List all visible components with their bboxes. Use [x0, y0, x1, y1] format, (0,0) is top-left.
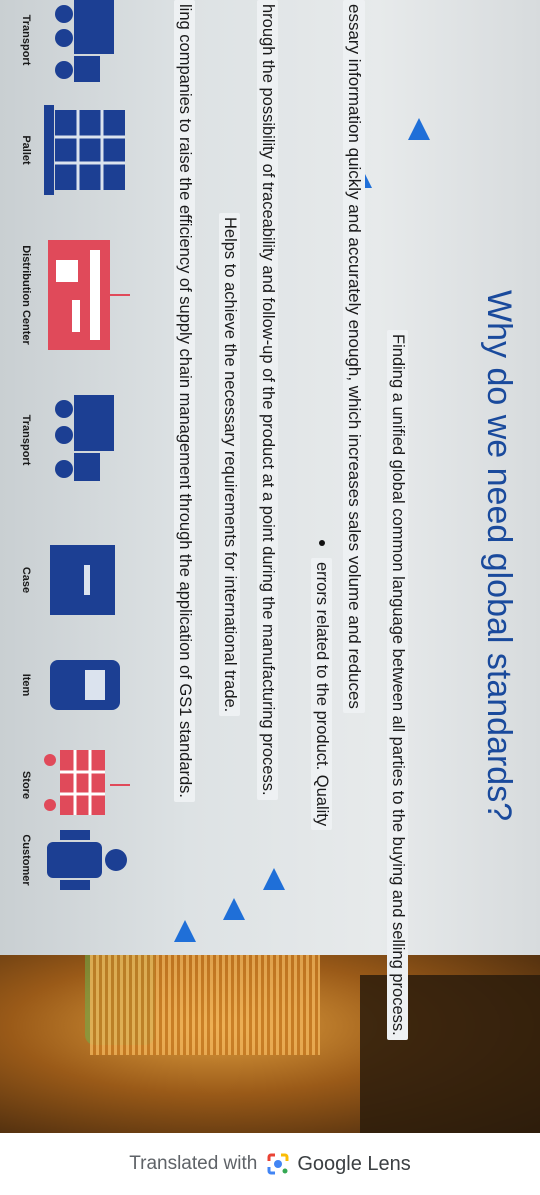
supply-chain-row — [0, 0, 140, 1133]
google-lens-icon[interactable] — [265, 1151, 291, 1177]
bullet-text: errors related to the product. Quality — [311, 558, 332, 830]
bullet-text: ling companies to raise the efficiency of supply chain management through the application of GS1 standards. — [174, 0, 195, 802]
bullet-dot-icon — [319, 540, 325, 546]
truck-icon — [40, 395, 130, 485]
chain-label: Transport — [20, 414, 32, 466]
bullet-text: Finding a unified global common language between all parties to the buying and selling process. — [387, 330, 408, 1040]
bullet-text: Helps to achieve the necessary requirements for international trade. — [219, 213, 240, 716]
customer-icon — [40, 820, 130, 900]
footer-brand[interactable]: Google Lens — [297, 1152, 411, 1175]
bullet-text: essary information quickly and accurately enough, which increases sales volume and reduces — [343, 0, 365, 713]
bullet-arrow-icon — [223, 898, 245, 920]
chain-label: Pallet — [20, 135, 32, 165]
product-icon — [40, 650, 130, 720]
chain-label: Store — [20, 770, 32, 800]
chain-label: Customer — [20, 834, 32, 886]
pallet-icon — [40, 105, 130, 195]
translation-footer — [0, 1133, 540, 1195]
chain-label: Item — [20, 673, 32, 697]
bullet-arrow-icon — [174, 920, 196, 942]
chain-label: Distribution Center — [20, 245, 32, 345]
chain-label: Transport — [20, 14, 32, 66]
bullet-arrow-icon — [263, 868, 285, 890]
bullet-arrow-icon — [408, 118, 430, 140]
footer-prefix: Translated with — [129, 1153, 258, 1174]
warehouse-icon — [40, 240, 130, 350]
box-icon — [40, 540, 130, 620]
chain-label: Case — [20, 566, 32, 594]
shopping-cart-icon — [40, 740, 130, 830]
slide-title: Why do we need global standards? — [480, 290, 518, 822]
truck-icon — [40, 0, 130, 86]
bullet-text: hrough the possibility of traceability and follow-up of the product at a point during the manufacturing process. — [257, 0, 278, 800]
